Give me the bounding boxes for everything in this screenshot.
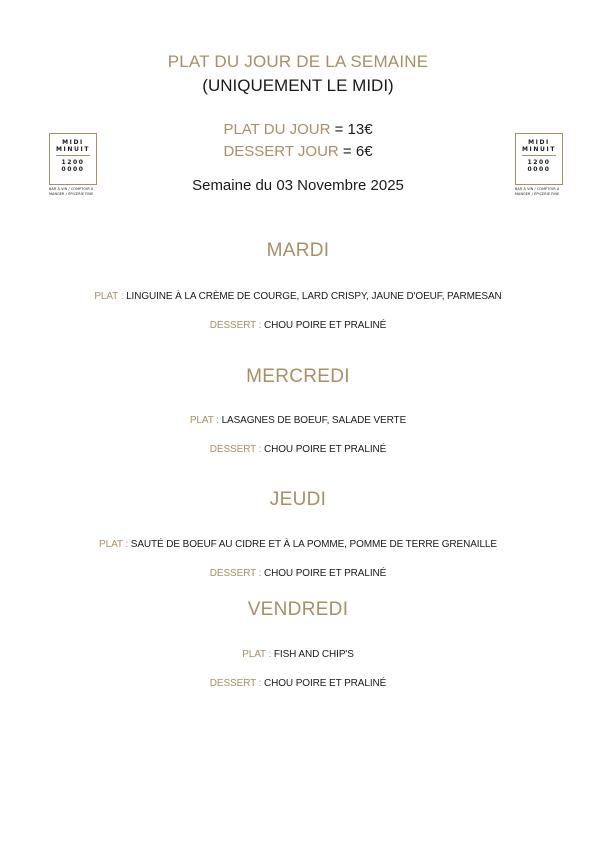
logo-text-minuit: MINUIT [521,146,557,153]
plat-label: PLAT : [242,649,272,660]
logo-text-midi: MIDI [528,139,550,146]
logo-divider [522,155,556,156]
logo-tagline-1: BAR À VIN / COMPTOIR À [515,187,560,191]
midi-minuit-logo-left [49,133,99,196]
price-dessert-label: DESSERT JOUR [223,143,339,160]
logo-divider [56,155,90,156]
dessert-text: CHOU POIRE ET PRALINÉ [264,678,387,689]
price-plat-value: = 13€ [334,121,373,138]
midi-minuit-logo-right [515,133,565,196]
plat-label: PLAT : [94,291,124,302]
logo-tagline-2: MANGER / ÉPICERIE FINE [49,191,94,196]
day-heading-mardi: MARDI [266,240,330,261]
day-heading-mercredi: MERCREDI [246,366,350,387]
menu-subtitle: (UNIQUEMENT LE MIDI) [202,76,394,95]
plat-line-mardi [0,291,596,302]
logo-tagline-2: MANGER / ÉPICERIE FINE [515,191,560,196]
logo-text-0000: 0000 [527,166,551,173]
plat-label: PLAT : [99,539,129,550]
dessert-label: DESSERT : [209,320,262,331]
dessert-label: DESSERT : [209,444,262,455]
plat-text: SAUTÉ DE BOEUF AU CIDRE ET À LA POMME, POMME DE TERRE GRENAILLE [130,539,497,550]
logo-frame [49,133,97,185]
plat-line-vendredi [0,649,596,660]
dessert-text: CHOU POIRE ET PRALINÉ [264,568,387,579]
dessert-label: DESSERT : [209,678,262,689]
logo-frame [515,133,563,185]
price-dessert-value: = 6€ [342,143,373,160]
dessert-text: CHOU POIRE ET PRALINÉ [264,444,387,455]
dessert-line-jeudi [0,568,596,579]
menu-title: PLAT DU JOUR DE LA SEMAINE [167,52,429,71]
plat-text: LASAGNES DE BOEUF, SALADE VERTE [221,415,407,426]
week-date: Semaine du 03 Novembre 2025 [192,177,404,194]
plat-text: FISH AND CHIP'S [273,649,354,660]
dessert-label: DESSERT : [209,568,262,579]
logo-text-0000: 0000 [61,166,85,173]
dessert-line-vendredi [0,678,596,689]
price-plat-label: PLAT DU JOUR [223,121,331,138]
plat-label: PLAT : [189,415,219,426]
logo-text-minuit: MINUIT [55,146,91,153]
plat-text: LINGUINE À LA CRÈME DE COURGE, LARD CRISPY, JAUNE D'OEUF, PARMESAN [126,291,502,302]
day-heading-vendredi: VENDREDI [247,599,349,620]
logo-text-1200: 1200 [527,159,551,166]
logo-text-midi: MIDI [62,139,84,146]
dessert-line-mardi [0,320,596,331]
logo-text-1200: 1200 [61,159,85,166]
dessert-line-mercredi [0,444,596,455]
logo-tagline-1: BAR À VIN / COMPTOIR À [49,187,94,191]
day-heading-jeudi: JEUDI [269,489,327,510]
plat-line-mercredi [0,415,596,426]
plat-line-jeudi [0,539,596,550]
dessert-text: CHOU POIRE ET PRALINÉ [264,320,387,331]
